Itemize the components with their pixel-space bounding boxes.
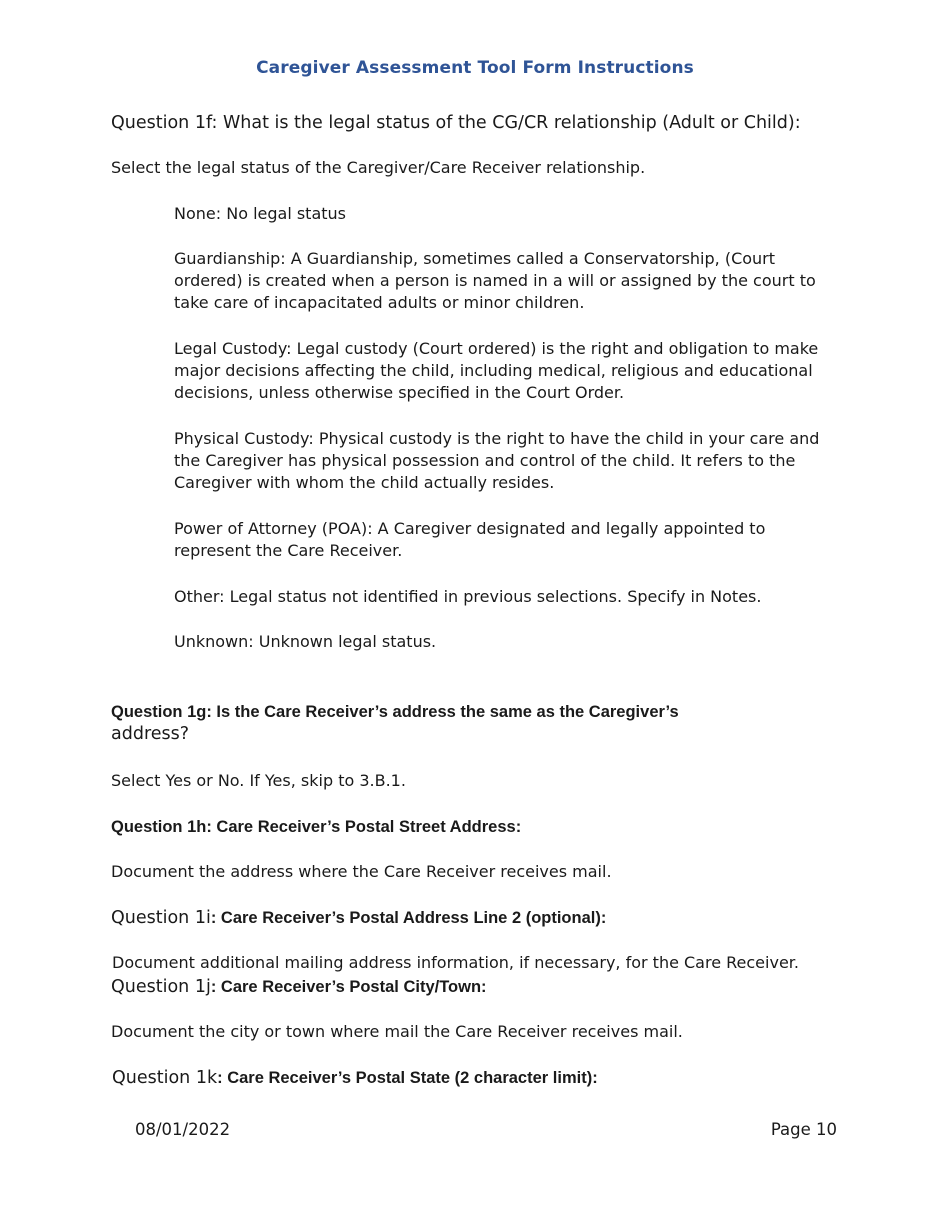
question-1i-instruction: Document additional mailing address information, if necessary, for the Care Receiver. [112, 953, 799, 972]
question-1j-label: : Care Receiver’s Postal City/Town: [210, 978, 487, 996]
question-1f-heading: Question 1f: What is the legal status of the CG/CR relationship (Adult or Child): [111, 113, 801, 133]
question-1g-heading: Question 1g: Is the Care Receiver’s address the same as the Caregiver’s [111, 703, 679, 721]
question-1k-heading [112, 1067, 598, 1089]
option-unknown: Unknown: Unknown legal status. [174, 632, 437, 651]
question-1h-instruction: Document the address where the Care Receiver receives mail. [111, 862, 612, 881]
footer-date: 08/01/2022 [135, 1120, 231, 1139]
option-legal-custody: Legal Custody: Legal custody (Court ordered) is the right and obligation to make major decisions affecting the child, including medical, religious and educational decisions, unless otherwise specified in the Court Order. [174, 339, 819, 402]
question-1j-prefix: Question 1j [111, 977, 211, 997]
question-1h-heading: Question 1h: Care Receiver’s Postal Street Address: [111, 818, 522, 836]
question-1j-instruction: Document the city or town where mail the Care Receiver receives mail. [111, 1022, 683, 1041]
option-other: Other: Legal status not identified in previous selections. Specify in Notes. [174, 587, 762, 606]
footer-page-number: Page 10 [770, 1120, 837, 1139]
question-1g-instruction: Select Yes or No. If Yes, skip to 3.B.1. [111, 771, 406, 790]
question-1g-heading-continued: address? [111, 724, 190, 744]
option-power-of-attorney: Power of Attorney (POA): A Caregiver designated and legally appointed to represent the Care Receiver. [174, 519, 766, 560]
question-1i-label: : Care Receiver’s Postal Address Line 2 (optional): [210, 909, 607, 927]
option-none: None: No legal status [174, 204, 347, 223]
question-1k-prefix: Question 1k [112, 1068, 218, 1088]
question-1i-heading [111, 907, 606, 929]
option-guardianship: Guardianship: A Guardianship, sometimes called a Conservatorship, (Court ordered) is created when a person is named in a will or assigned by the court to take care of incapacitated adults or minor children. [174, 249, 816, 312]
question-1i-prefix: Question 1i [111, 908, 211, 928]
question-1j-heading [111, 976, 487, 998]
page-title: Caregiver Assessment Tool Form Instructions [256, 58, 694, 78]
option-physical-custody: Physical Custody: Physical custody is the right to have the child in your care and the Caregiver has physical possession and control of the child. It refers to the Caregiver with whom the child actually resides. [174, 429, 820, 492]
question-1k-label: : Care Receiver’s Postal State (2 character limit): [217, 1069, 598, 1087]
question-1f-instruction: Select the legal status of the Caregiver/Care Receiver relationship. [111, 158, 646, 177]
